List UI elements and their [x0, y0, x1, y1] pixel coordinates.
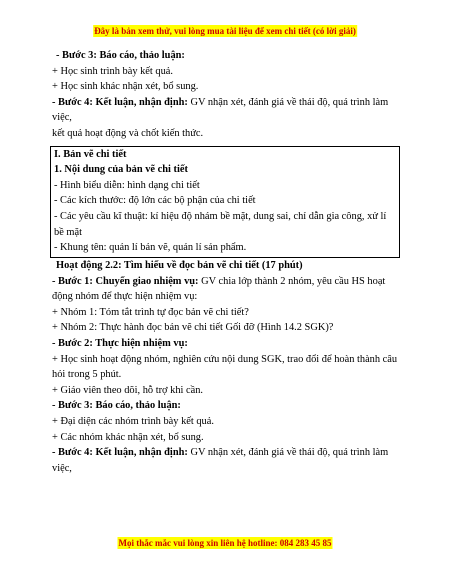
step3-line: + Học sinh trình bày kết quả. — [52, 65, 173, 77]
document-body — [52, 48, 400, 476]
step2-line: + Học sinh hoạt động nhóm, nghiên cứu nội dung SGK, trao đổi để hoàn thành câu hỏi trong 5 phút. — [52, 353, 398, 381]
group2-task: + Nhóm 2: Thực hành đọc bản vẽ chi tiết Gối đỡ (Hình 14.2 SGK)? — [52, 322, 334, 334]
hotline-banner: Mọi thắc mắc vui lòng xin liên hệ hotline: 084 283 45 85 — [118, 538, 332, 548]
group1-task: + Nhóm 1: Tóm tắt trình tự đọc bản vẽ chi tiết? — [52, 306, 249, 318]
box-item: - Hình biểu diễn: hình dạng chi tiết — [54, 179, 200, 191]
summary-box — [50, 146, 400, 258]
box-item: - Các kích thước: độ lớn các bộ phận của chi tiết — [54, 195, 256, 207]
step1-heading: - Bước 1: Chuyển giao nhiệm vụ: — [52, 275, 199, 287]
step2-line: + Giáo viên theo dõi, hỗ trợ khi cần. — [52, 384, 204, 396]
step4-line: kết quả hoạt động và chốt kiến thức. — [52, 128, 204, 140]
step2-heading: - Bước 2: Thực hiện nhiệm vụ: — [52, 337, 188, 349]
box-item: - Các yêu cầu kĩ thuật: kí hiệu độ nhám bề mặt, dung sai, chỉ dẫn gia công, xử lí bề mặt — [54, 211, 387, 238]
preview-notice-banner: Đây là bản xem thử, vui lòng mua tài liệu để xem chi tiết (có lời giải) — [94, 26, 356, 36]
step4-heading: - Bước 4: Kết luận, nhận định: — [52, 96, 188, 108]
step4-text: GV nhận xét, đánh giá về thái độ, quá trình làm việc, — [52, 96, 389, 124]
activity-step3-line: + Các nhóm khác nhận xét, bổ sung. — [52, 431, 204, 443]
step1-text: GV chia lớp thành 2 nhóm, yêu cầu HS hoạt động nhóm để thực hiện nhiệm vụ: — [52, 275, 386, 303]
activity-step4-paragraph — [52, 445, 400, 476]
activity-step4-heading: - Bước 4: Kết luận, nhận định: — [52, 447, 188, 459]
step3-heading: - Bước 3: Báo cáo, thảo luận: — [56, 50, 185, 61]
activity-step4-text: GV nhận xét, đánh giá về thái độ, quá trình làm việc, — [52, 447, 389, 474]
box-item: - Khung tên: quản lí bản vẽ, quản lí sản phẩm. — [54, 242, 247, 254]
activity-step3-heading: - Bước 3: Báo cáo, thảo luận: — [52, 400, 181, 412]
activity-title: Hoạt động 2.2: Tìm hiểu về đọc bản vẽ chi tiết (17 phút) — [56, 259, 303, 271]
step3-line: + Học sinh khác nhận xét, bổ sung. — [52, 81, 199, 93]
box-subheading: 1. Nội dung của bản vẽ chi tiết — [54, 164, 188, 176]
step4-paragraph — [52, 95, 400, 126]
box-heading: I. Bản vẽ chi tiết — [54, 148, 127, 160]
step1-paragraph — [52, 274, 400, 305]
activity-step3-line: + Đại diện các nhóm trình bày kết quả. — [52, 416, 214, 428]
